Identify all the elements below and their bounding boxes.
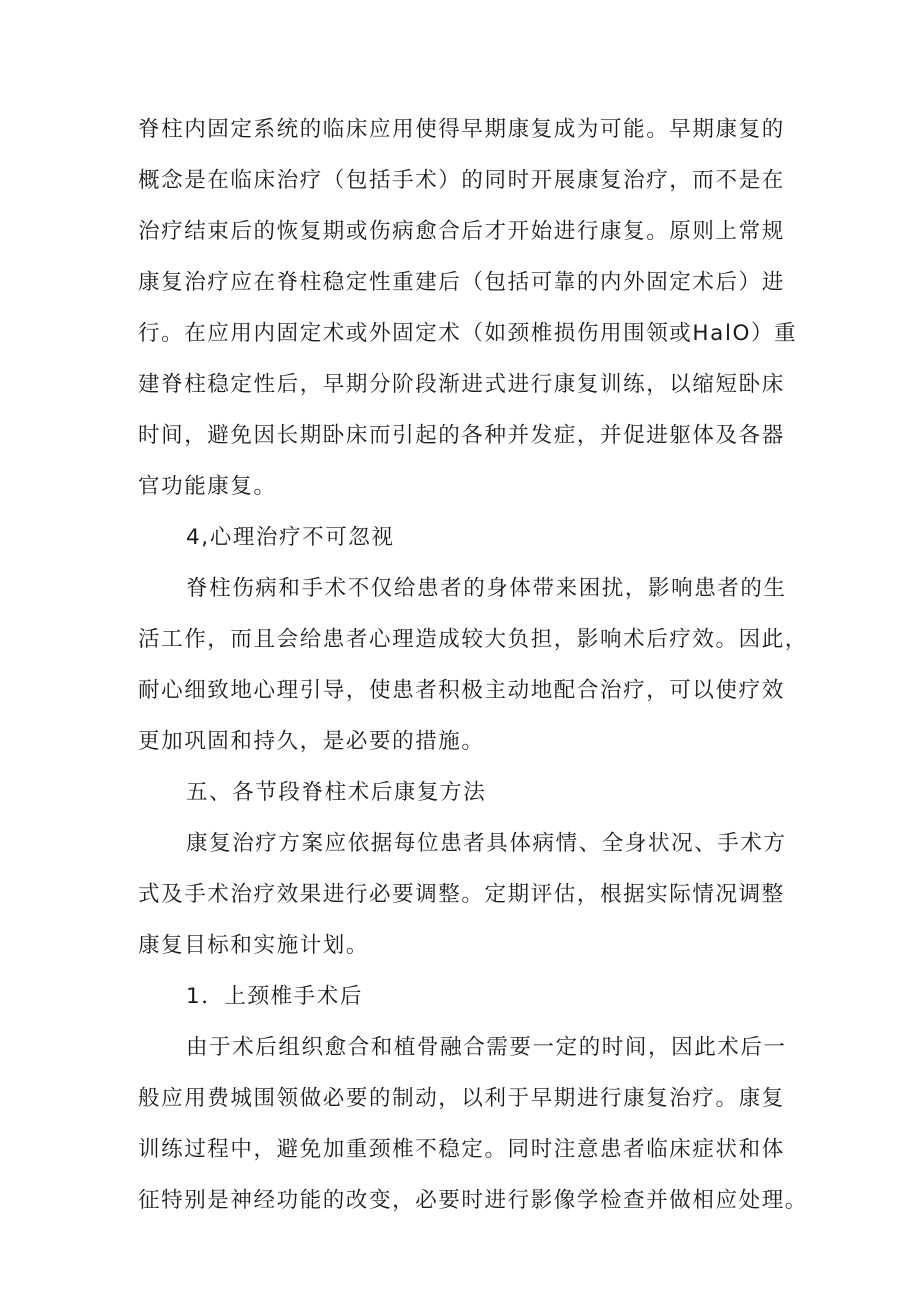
text-line: 活工作，而且会给患者心理造成较大负担，影响术后疗效。因此， bbox=[138, 627, 808, 652]
section-heading-psychological-therapy: 4,心理治疗不可忽视 bbox=[186, 525, 395, 550]
text-line: 耐心细致地心理引导，使患者积极主动地配合治疗，可以使疗效 bbox=[138, 678, 785, 703]
text-line: 由于术后组织愈合和植骨融合需要一定的时间，因此术后一 bbox=[186, 1035, 787, 1060]
text-line: 征特别是神经功能的改变，必要时进行影像学检查并做相应处理。 bbox=[138, 1188, 808, 1213]
text-line: 更加巩固和持久，是必要的措施。 bbox=[138, 729, 485, 754]
text-line: 康复治疗应在脊柱稳定性重建后（包括可靠的内外固定术后）进 bbox=[138, 270, 785, 295]
subsection-heading-upper-cervical: 1．上颈椎手术后 bbox=[186, 984, 363, 1009]
text-line: 康复目标和实施计划。 bbox=[138, 933, 370, 958]
text-line: 行。在应用内固定术或外固定术（如颈椎损伤用围领或HalO）重 bbox=[138, 321, 798, 346]
text-line: 建脊柱稳定性后，早期分阶段渐进式进行康复训练，以缩短卧床 bbox=[138, 372, 785, 397]
text-line: 式及手术治疗效果进行必要调整。定期评估，根据实际情况调整 bbox=[138, 882, 785, 907]
text-line: 脊柱内固定系统的临床应用使得早期康复成为可能。早期康复的 bbox=[138, 117, 785, 142]
section-heading-rehab-methods: 五、各节段脊柱术后康复方法 bbox=[186, 780, 487, 805]
text-line: 概念是在临床治疗（包括手术）的同时开展康复治疗，而不是在 bbox=[138, 168, 785, 193]
text-line: 般应用费城围领做必要的制动，以利于早期进行康复治疗。康复 bbox=[138, 1086, 785, 1111]
text-line: 治疗结束后的恢复期或伤病愈合后才开始进行康复。原则上常规 bbox=[138, 219, 785, 244]
text-line: 康复治疗方案应依据每位患者具体病情、全身状况、手术方 bbox=[186, 831, 787, 856]
text-line: 训练过程中，避免加重颈椎不稳定。同时注意患者临床症状和体 bbox=[138, 1137, 785, 1162]
text-line: 官功能康复。 bbox=[138, 474, 277, 499]
text-line: 脊柱伤病和手术不仅给患者的身体带来困扰，影响患者的生 bbox=[186, 576, 787, 601]
text-line: 时间，避免因长期卧床而引起的各种并发症，并促进躯体及各器 bbox=[138, 423, 785, 448]
